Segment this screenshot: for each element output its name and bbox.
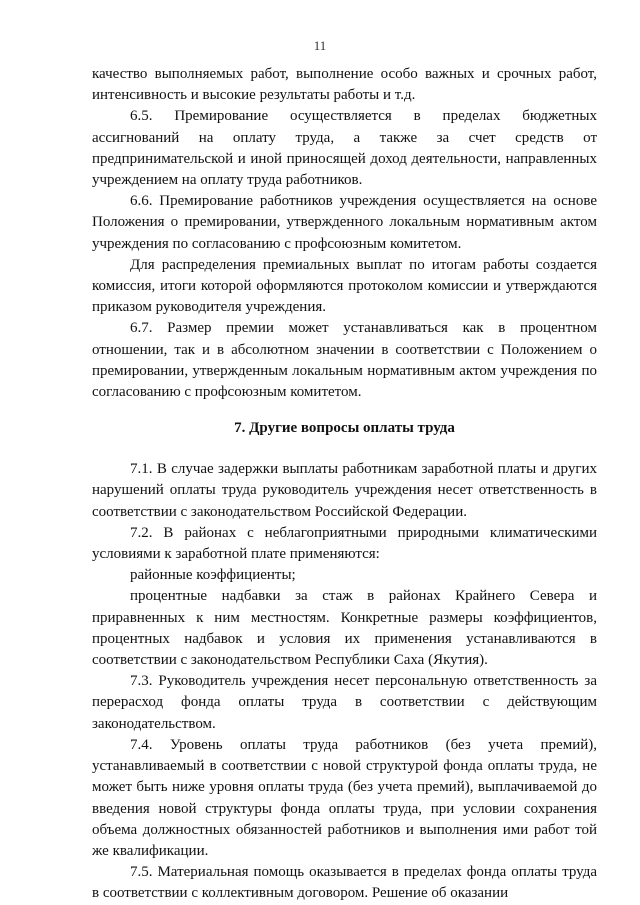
paragraph: районные коэффициенты; xyxy=(130,567,296,584)
section-6-continuation xyxy=(92,64,597,403)
paragraph: 6.6. Премирование работников учреждения осуществляется на основе Положения о премировании, утвержденного локальным нормативным актом учреждения по согласованию с профсоюзным комитетом. xyxy=(92,193,597,252)
paragraph: 7.3. Руководитель учреждения несет персональную ответственность за перерасход фонда оплаты труда в соответствии с действующим законодательством. xyxy=(92,673,597,732)
paragraph: Для распределения премиальных выплат по итогам работы создается комиссия, итоги которой оформляются протоколом комиссии и утверждаются приказом руководителя учреждения. xyxy=(92,256,597,316)
paragraph: 6.5. Премирование осуществляется в пределах бюджетных ассигнований на оплату труда, а также за счет средств от предпринимательской и иной приносящей доход деятельности, направленных учреждением на оплату труда работников. xyxy=(92,108,597,189)
paragraph: 7.1. В случае задержки выплаты работникам заработной платы и других нарушений оплаты труда руководитель учреждения несет ответственность в соответствии с законодательством Российской Федерации. xyxy=(92,461,597,520)
paragraph: 7.5. Материальная помощь оказывается в пределах фонда оплаты труда в соответствии с коллективным договором. Решение об оказании xyxy=(92,864,597,902)
paragraph: 7.2. В районах с неблагоприятными природными климатическими условиями к заработной плате применяются: xyxy=(92,524,597,563)
paragraph: процентные надбавки за стаж в районах Крайнего Севера и приравненных к ним местностям. Конкретные размеры коэффициентов, процентных надбавок и условия их применения устанавливаются в соответствии с законодательством Республики Саха (Якутия). xyxy=(92,588,597,669)
paragraph: качество выполняемых работ, выполнение особо важных и срочных работ, интенсивность и высокие результаты работы и т.д. xyxy=(92,66,597,104)
document-body xyxy=(92,64,597,905)
section-7-body xyxy=(92,459,597,904)
page-number: 11 xyxy=(313,38,327,53)
paragraph: 6.7. Размер премии может устанавливаться как в процентном отношении, так и в абсолютном значении в соответствии с Положением о премировании, утвержденным локальным нормативным актом учреждения по согласованию с профсоюзным комитетом. xyxy=(92,320,597,401)
paragraph: 7.4. Уровень оплаты труда работников (без учета премий), устанавливаемый в соответствии с новой структурой фонда оплаты труда, не может быть ниже уровня оплаты труда (без учета премий), выплачиваемой до введения новой структуры фонда оплаты труда, при условии сохранения объема должностных обязанностей работников и выполнения ими работ той же квалификации. xyxy=(92,736,597,859)
section-heading: 7. Другие вопросы оплаты труда xyxy=(234,420,455,437)
